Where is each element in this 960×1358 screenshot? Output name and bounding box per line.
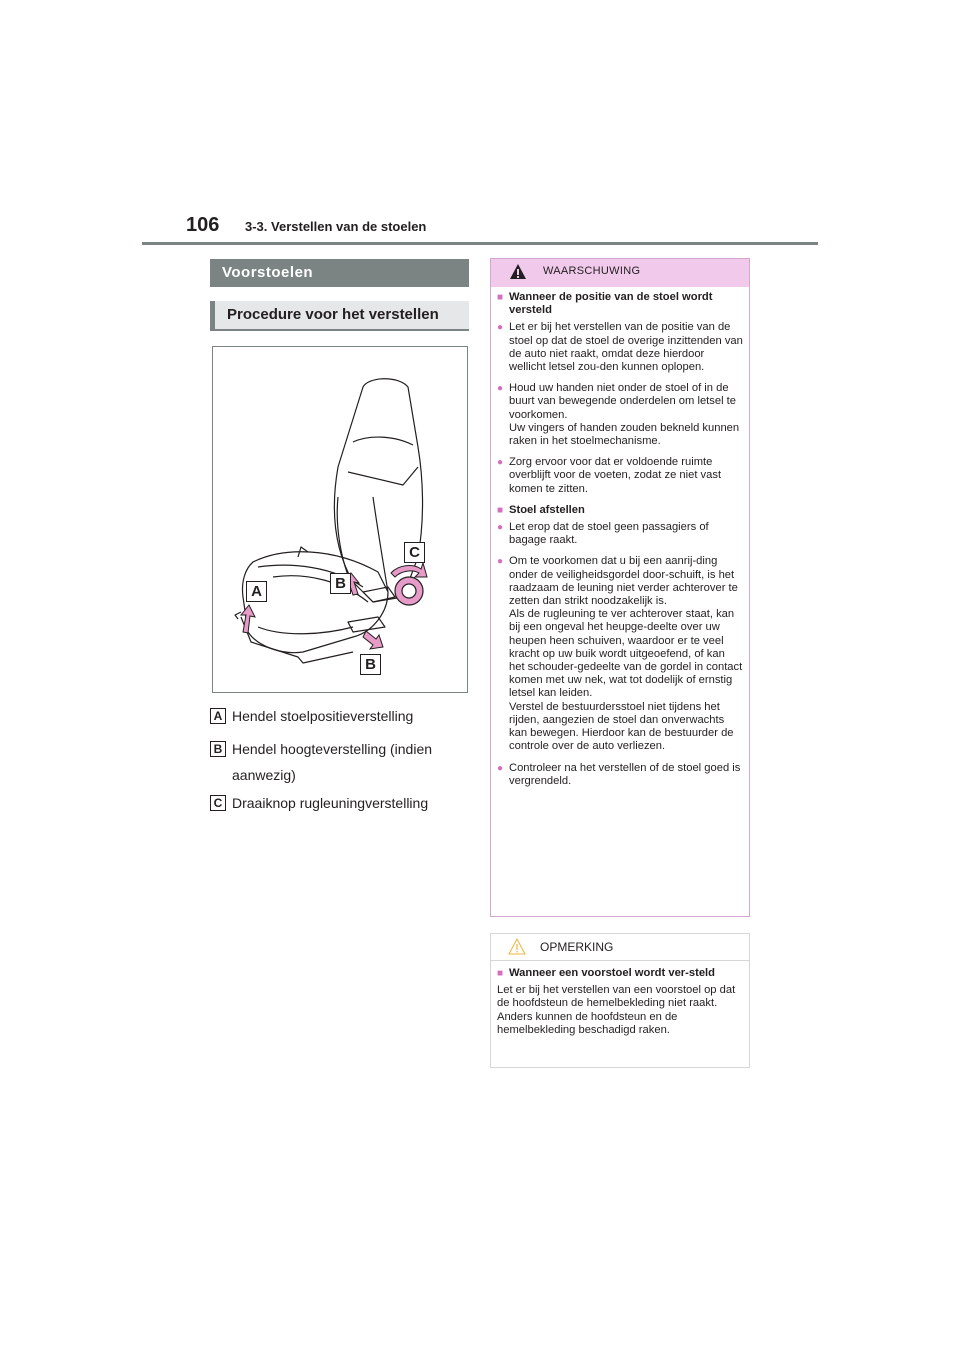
- square-bullet-icon: ■: [497, 292, 504, 303]
- dot-bullet-icon: ●: [497, 522, 504, 534]
- warning-heading-text: Wanneer de positie van de stoel wordt versteld: [509, 291, 713, 317]
- warning-triangle-icon: [509, 263, 527, 280]
- square-bullet-icon: ■: [497, 968, 504, 979]
- legend-key: A: [210, 708, 226, 724]
- warning-item-text: Houd uw handen niet onder de stoel of in de buurt van bewegende onderdelen om letsel te voorkomen. Uw vingers of handen zouden bekneld kunnen raken in het stoelmechanisme.: [509, 382, 740, 448]
- legend-item: [210, 738, 467, 788]
- header-rule: [142, 242, 818, 245]
- legend-text: Hendel stoelpositieverstelling: [232, 708, 414, 724]
- dot-bullet-icon: ●: [497, 457, 504, 469]
- legend-item: [210, 792, 467, 815]
- legend-text: Draaiknop rugleuningverstelling: [232, 795, 429, 811]
- section-title: 3-3. Verstellen van de stoelen: [245, 219, 427, 234]
- warning-item-text: Let er bij het verstellen van de positie van de stoel op dat de stoel de overige inzittenden van de auto niet raakt, omdat deze hierdoor wellicht letsel zou-den kunnen oplopen.: [509, 321, 743, 374]
- page-number: 106: [186, 214, 220, 236]
- note-body: [497, 967, 745, 1037]
- section-heading: Voorstoelen: [210, 259, 469, 287]
- legend-text: Hendel hoogteverstelling (indien aanwezig): [232, 741, 433, 783]
- warning-heading: [497, 291, 743, 317]
- subsection-heading: Procedure voor het verstellen: [210, 301, 469, 331]
- seat-drawing: [213, 347, 467, 692]
- legend-key: C: [210, 795, 226, 811]
- note-heading-text: Wanneer een voorstoel wordt ver-steld: [509, 967, 715, 979]
- figure-label-b-upper: B: [330, 573, 351, 594]
- warning-item: [497, 521, 743, 547]
- warning-item: [497, 321, 743, 374]
- warning-item: [497, 382, 743, 448]
- warning-item-text: Zorg ervoor voor dat er voldoende ruimte overblijft voor de voeten, zodat ze niet vast komen te zitten.: [509, 456, 722, 495]
- seat-illustration: [212, 346, 468, 693]
- warning-body: [497, 291, 743, 796]
- warning-item-text: Om te voorkomen dat u bij een aanrij-ding onder de veiligheidsgordel door-schuift, is het raadzaam de leuning niet verder achterover te zetten dan strikt noodzakelijk is. Als de rugleuning te ver achterover staat, kan bij een ongeval het heupge-deelte over uw heupen heen schuiven, waardoor er te veel kracht op uw buik wordt uitgeoefend, of kan het schouder-gedeelte van de gordel in contact komen met uw nek, wat tot dodelijk of ernstig letsel kan leiden. Verstel de bestuurdersstoel niet tijdens het rijden, aangezien de stoel dan onverwachts kan bewegen. Hierdoor kan de bestuurder de controle over de auto verliezen.: [509, 555, 743, 753]
- warning-item-text: Let erop dat de stoel geen passagiers of bagage raakt.: [509, 521, 709, 547]
- note-heading: [497, 967, 745, 980]
- dot-bullet-icon: ●: [497, 762, 504, 774]
- dot-bullet-icon: ●: [497, 322, 504, 334]
- figure-label-a: A: [246, 581, 267, 602]
- warning-item: [497, 456, 743, 496]
- note-title: OPMERKING: [540, 940, 614, 954]
- legend-item: [210, 705, 467, 728]
- dot-bullet-icon: ●: [497, 556, 504, 568]
- warning-item-text: Controleer na het verstellen of de stoel goed is vergrendeld.: [509, 761, 741, 787]
- note-text: Let er bij het verstellen van een voorstoel op dat de hoofdsteun de hemelbekleding niet raakt. Anders kunnen de hoofdsteun en de hemelbekleding beschadigd raken.: [497, 984, 736, 1036]
- legend-key: B: [210, 741, 226, 757]
- dot-bullet-icon: ●: [497, 383, 504, 395]
- warning-item: [497, 555, 743, 753]
- figure-label-c: C: [404, 542, 425, 563]
- warning-heading: [497, 504, 743, 517]
- square-bullet-icon: ■: [497, 504, 504, 516]
- warning-item: [497, 762, 743, 788]
- figure-label-b-lower: B: [360, 654, 381, 675]
- warning-title: WAARSCHUWING: [543, 265, 641, 277]
- note-header-rule: [491, 960, 749, 961]
- warning-heading-text: Stoel afstellen: [509, 503, 585, 516]
- note-triangle-icon: [508, 938, 526, 955]
